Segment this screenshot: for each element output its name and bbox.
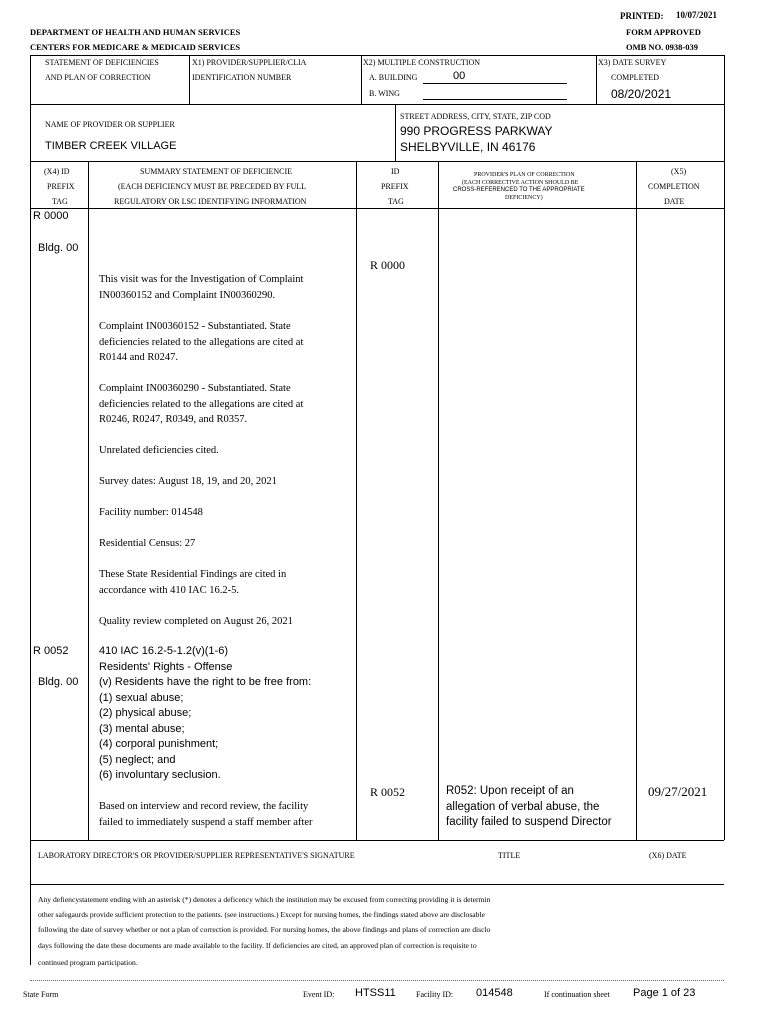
summary-paragraph: Complaint IN00360290 - Substantiated. State deficiencies related to the allegations are cited at R0246, R0247, R0349, and R0357. xyxy=(99,383,304,425)
statement-label-2: AND PLAN OF CORRECTION xyxy=(45,73,151,82)
building-tag-1: Bldg. 00 xyxy=(38,242,79,254)
plan-label-1: PROVIDER'S PLAN OF CORRECTION xyxy=(474,172,575,178)
provider-name-label: NAME OF PROVIDER OR SUPPLIER xyxy=(45,120,175,129)
rule xyxy=(438,161,439,840)
completion-date: 09/27/2021 xyxy=(648,784,708,799)
plan-of-correction-text: R052: Upon receipt of an allegation of verbal abuse, the facility failed to suspend Director xyxy=(446,785,612,828)
rule xyxy=(30,104,724,105)
rule xyxy=(88,161,89,840)
signature-label: LABORATORY DIRECTOR'S OR PROVIDER/SUPPLIER REPRESENTATIVE'S SIGNATURE xyxy=(38,851,355,860)
summary-paragraph: Facility number: 014548 xyxy=(99,507,203,518)
id-prefix-tag-r0000: R 0000 xyxy=(370,258,406,272)
event-id-value: HTSS11 xyxy=(355,987,396,999)
rule xyxy=(361,55,362,104)
disclaimer-line: Any defiencystatement ending with an asterisk (*) denotes a deficency which the institution may be excused from correcting providing it is determin xyxy=(38,895,491,904)
rule xyxy=(189,55,190,104)
facility-id-value: 014548 xyxy=(476,987,513,999)
wing-label: B. WING xyxy=(369,89,400,98)
address-label: STREET ADDRESS, CITY, STATE, ZIP COD xyxy=(400,112,551,121)
x4-prefix-label: PREFIX xyxy=(47,182,75,191)
summary-paragraph: Survey dates: August 18, 19, and 20, 2021 xyxy=(99,476,277,487)
continuation-label: If continuation sheet xyxy=(544,990,610,999)
disclaimer-line: other safegaurds provide sufficient protection to the patients. (see instructions.) Except for nursing homes, the findings stated above are disclosable xyxy=(38,910,485,919)
omb-number: OMB NO. 0938-039 xyxy=(626,42,699,52)
form-approved: FORM APPROVED xyxy=(626,27,701,37)
completion-label: COMPLETION xyxy=(648,182,700,191)
title-label: TITLE xyxy=(498,851,521,860)
provider-id-label-1: X1) PROVIDER/SUPPLIER/CLIA xyxy=(192,58,307,67)
date-survey-label-1: X3) DATE SURVEY xyxy=(598,58,667,67)
multiple-construction-label: X2) MULTIPLE CONSTRUCTION xyxy=(363,58,481,67)
building-tag-2: Bldg. 00 xyxy=(38,676,79,688)
rule xyxy=(30,208,724,209)
state-form-label: State Form xyxy=(23,990,59,999)
centers-title: CENTERS FOR MEDICARE & MEDICAID SERVICES xyxy=(30,42,241,52)
plan-label-2: (EACH CORRECTIVE ACTION SHOULD BE xyxy=(462,180,579,186)
x5-label: (X5) xyxy=(671,167,687,176)
building-underline xyxy=(423,83,567,84)
disclaimer-line: following the date of survey whether or not a plan of correction is provided. For nursing homes, the above findings and plans of correction are disclo xyxy=(38,925,491,934)
rule xyxy=(30,840,724,841)
summary-label-2: (EACH DEFICIENCY MUST BE PRECEDED BY FULL xyxy=(118,182,307,191)
address-line-2: SHELBYVILLE, IN 46176 xyxy=(400,140,536,154)
prefix-tag-r0052: R 0052 xyxy=(33,645,69,657)
facility-id-label: Facility ID: xyxy=(416,990,454,999)
rule xyxy=(30,55,31,965)
disclaimer-line: continued program participation. xyxy=(38,958,138,967)
id-tag-label: TAG xyxy=(388,197,404,206)
summary-paragraph: Unrelated deficiencies cited. xyxy=(99,445,219,456)
statement-label-1: STATEMENT OF DEFICIENCIES xyxy=(45,58,159,67)
x4-tag-label: TAG xyxy=(52,197,68,206)
summary-paragraph: This visit was for the Investigation of Complaint IN00360152 and Complaint IN00360290. xyxy=(99,274,304,301)
rule xyxy=(395,104,396,161)
disclaimer-line: days following the date these documents are made available to the facility. If deficiencies are cited, an approved plan of correction is requisite to xyxy=(38,941,477,950)
provider-name: TIMBER CREEK VILLAGE xyxy=(45,140,177,152)
id-label: ID xyxy=(391,167,400,176)
date-survey-value: 08/20/2021 xyxy=(611,87,672,101)
summary-paragraph: Complaint IN00360152 - Substantiated. State deficiencies related to the allegations are cited at R0144 and R0247. xyxy=(99,321,304,363)
date-label: DATE xyxy=(664,197,685,206)
rule xyxy=(724,55,725,840)
building-value: 00 xyxy=(453,70,466,82)
department-title: DEPARTMENT OF HEALTH AND HUMAN SERVICES xyxy=(30,27,241,37)
rule xyxy=(30,55,724,56)
summary-label-3: REGULATORY OR LSC IDENTIFYING INFORMATION xyxy=(114,197,307,206)
rule xyxy=(30,980,724,981)
summary-paragraph: Based on interview and record review, the facility failed to immediately suspend a staff member after xyxy=(99,801,313,828)
id-prefix-label: PREFIX xyxy=(381,182,409,191)
summary-paragraph: Residential Census: 27 xyxy=(99,538,196,549)
prefix-tag-r0000: R 0000 xyxy=(33,210,69,222)
printed-date: 10/07/2021 xyxy=(676,10,718,20)
summary-paragraph: These State Residential Findings are cited in accordance with 410 IAC 16.2-5. xyxy=(99,569,287,596)
wing-underline xyxy=(423,99,567,100)
rule xyxy=(356,161,357,840)
provider-id-label-2: IDENTIFICATION NUMBER xyxy=(192,73,292,82)
address-line-1: 990 PROGRESS PARKWAY xyxy=(400,124,553,138)
signature-date-label: (X6) DATE xyxy=(649,851,687,860)
printed-label: PRINTED: xyxy=(620,11,664,21)
summary-label-1: SUMMARY STATEMENT OF DEFICIENCIE xyxy=(140,167,293,176)
plan-label-4: DEFICIENCY) xyxy=(505,195,543,201)
id-prefix-tag-r0052: R 0052 xyxy=(370,785,406,799)
plan-label-3: CROSS-REFERENCED TO THE APPROPRIATE xyxy=(453,187,585,193)
event-id-label: Event ID: xyxy=(303,990,335,999)
summary-paragraph: Quality review completed on August 26, 2021 xyxy=(99,616,293,627)
rule xyxy=(30,884,724,885)
regulation-text: 410 IAC 16.2-5-1.2(v)(1-6) Residents' Rights - Offense (v) Residents have the right to be free from: (1) sexual abuse; (2) physical abuse; (3) mental abuse; (4) corporal punishment; (5) neglect; and (6) involuntary seclusion. xyxy=(99,645,312,781)
rule xyxy=(636,161,637,840)
date-survey-label-2: COMPLETED xyxy=(611,73,659,82)
building-label: A. BUILDING xyxy=(369,73,418,82)
rule xyxy=(596,55,597,104)
page-number: Page 1 of 23 xyxy=(633,987,696,999)
x4-label: (X4) ID xyxy=(44,167,70,176)
rule xyxy=(30,161,724,162)
